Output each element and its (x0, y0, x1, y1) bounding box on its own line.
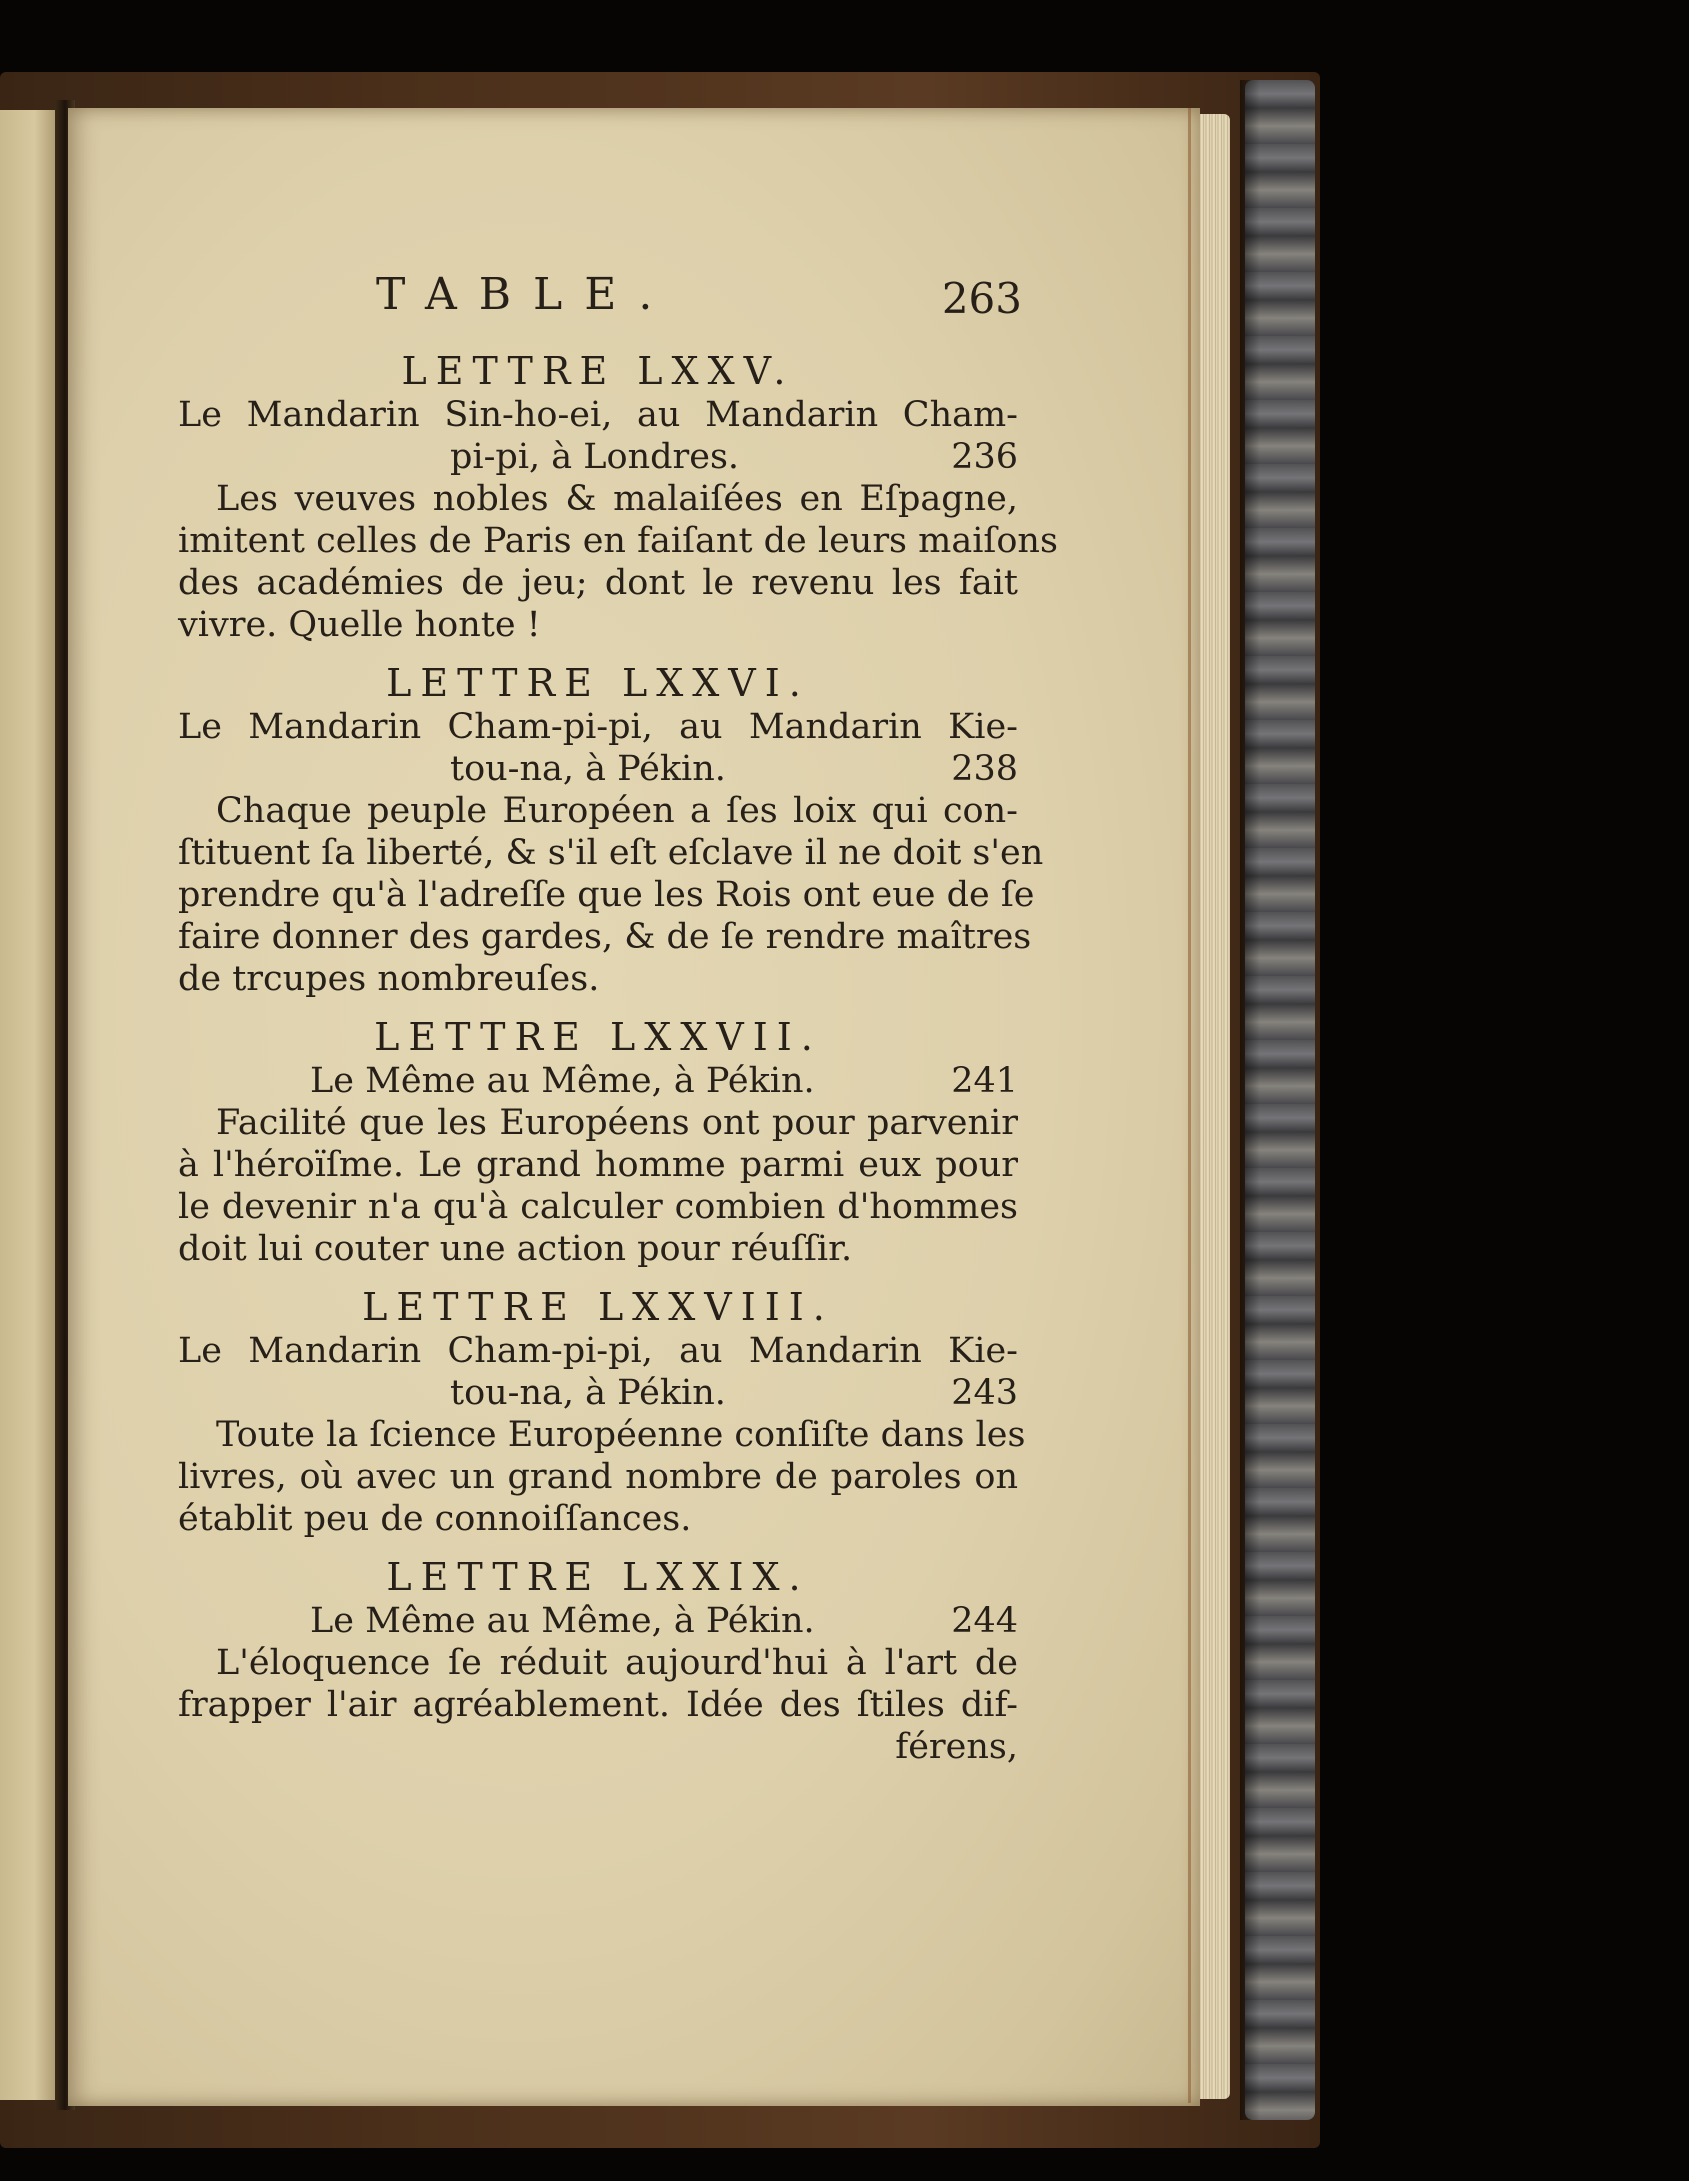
letter-address: Le Mandarin Cham-pi-pi, au Mandarin Kie- (178, 707, 1018, 747)
summary-line: ſtituent ſa liberté, & s'il eſt eſclave il ne doit s'en (178, 833, 1044, 873)
letter-address-cont (178, 1060, 1018, 1102)
letter-heading: LETTRE LXXV. (401, 349, 795, 393)
letter-address-line: pi-pi, à Londres. (450, 437, 740, 477)
summary-line: vivre. Quelle honte ! (178, 605, 541, 645)
spine-shadow (1240, 80, 1260, 2120)
letter-address-line: tou-na, à Pékin. (450, 1373, 726, 1413)
letter-address-line: Le Même au Même, à Pékin. (310, 1061, 815, 1101)
letter-address: Le Mandarin Sin-ho-ei, au Mandarin Cham- (178, 395, 1018, 435)
summary-line: Les veuves nobles & malaiſées en Eſpagne, (216, 479, 1018, 519)
letter-address-cont (178, 1372, 1018, 1414)
letter-heading: LETTRE LXXIX. (386, 1555, 810, 1599)
letter-address-cont (178, 436, 1018, 478)
letter-address-cont (178, 748, 1018, 790)
letter-page-ref: 243 (951, 1373, 1018, 1413)
summary-line: Toute la ſcience Européenne conſiſte dans les (216, 1415, 1026, 1455)
summary-line: L'éloquence ſe réduit aujourd'hui à l'art de (216, 1643, 1018, 1683)
letter-page-ref: 236 (951, 437, 1018, 477)
summary-line: Facilité que les Européens ont pour parvenir (216, 1103, 1018, 1143)
summary-line: des académies de jeu; dont le revenu les fait (178, 563, 1018, 603)
letter-address-cont (178, 1600, 1018, 1642)
letter-heading: LETTRE LXXVII. (374, 1015, 822, 1059)
letter-page-ref: 244 (951, 1601, 1018, 1641)
letter-page-ref: 241 (951, 1061, 1018, 1101)
summary-line: Chaque peuple Européen a ſes loix qui con- (216, 791, 1018, 831)
summary-line: à l'héroïſme. Le grand homme parmi eux pour (178, 1145, 1018, 1185)
summary-line: de trcupes nombreuſes. (178, 959, 600, 999)
summary-line: livres, où avec un grand nombre de paroles on (178, 1457, 1018, 1497)
facing-page-edge (0, 110, 58, 2100)
catchword: férens, (895, 1727, 1018, 1767)
running-head (178, 262, 1022, 348)
summary-line: prendre qu'à l'adreſſe que les Rois ont eue de ſe (178, 875, 1035, 915)
summary-line: faire donner des gardes, & de ſe rendre maîtres (178, 917, 1032, 957)
letter-page-ref: 238 (951, 749, 1018, 789)
letter-address-line: tou-na, à Pékin. (450, 749, 726, 789)
page-text (178, 262, 1058, 1768)
letter-address-line: Le Même au Même, à Pékin. (310, 1601, 815, 1641)
summary-line: frapper l'air agréablement. Idée des ſtiles dif- (178, 1685, 1018, 1725)
page-number: 263 (941, 274, 1022, 323)
summary-line: doit lui couter une action pour réuſſir. (178, 1229, 853, 1269)
running-title: TABLE. (376, 269, 675, 320)
page-border-rule (1188, 108, 1191, 2103)
summary-line: le devenir n'a qu'à calculer combien d'hommes (178, 1187, 1018, 1227)
letter-heading: LETTRE LXXVI. (386, 661, 810, 705)
letter-heading: LETTRE LXXVIII. (362, 1285, 834, 1329)
summary-line: imitent celles de Paris en faiſant de leurs maiſons (178, 521, 1058, 561)
letter-address: Le Mandarin Cham-pi-pi, au Mandarin Kie- (178, 1331, 1018, 1371)
summary-line: établit peu de connoiſſances. (178, 1499, 692, 1539)
